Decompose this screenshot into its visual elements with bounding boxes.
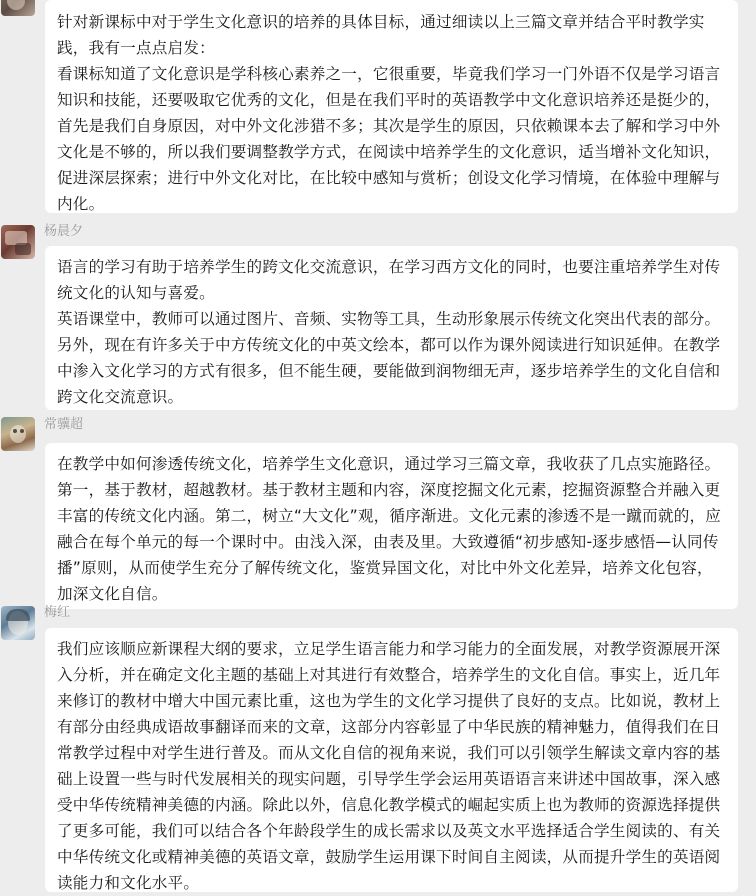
message (0, 415, 756, 603)
message (0, 0, 756, 215)
message-bubble[interactable] (45, 443, 738, 609)
message-text: 语言的学习有助于培养学生的跨文化交流意识，在学习西方文化的同时，也要注重培养学生对传统文化的认知与喜爱。 英语课堂中，教师可以通过图片、音频、实物等工具，生动形象展示传统文化突出代表的部分。另外，现在有许多关于中方传统文化的中英文绘本，都可以作为课外阅读进行知识延伸。在教学中渗入文化学习的方式有很多，但不能生硬，要能做到润物细无声，逐步培养学生的文化自信和跨文化交流意识。 (57, 258, 721, 406)
avatar[interactable] (1, 225, 35, 259)
message-bubble[interactable] (45, 628, 738, 892)
message-text: 我们应该顺应新课程大纲的要求，立足学生语言能力和学习能力的全面发展，对教学资源展开深入分析，并在确定文化主题的基础上对其进行有效整合，培养学生的文化自信。事实上，近几年来修订的教材中增大中国元素比重，这也为学生的文化学习提供了良好的支点。比如说，教材上有部分由经典成语故事翻译而来的文章，这部分内容彰显了中华民族的精神魅力，值得我们在日常教学过程中对学生进行普及。而从文化自信的视角来说，我们可以引领学生解读文章内容的基础上设置一些与时代发展相关的现实问题，引导学生学会运用英语语言来讲述中国故事，深入感受中华传统精神美德的内涵。除此以外，信息化教学模式的崛起实质上也为教师的资源选择提供了更多可能，我们可以结合各个年龄段学生的成长需求以及英文水平选择适合学生阅读的、有关中华传统文化或精神美德的英语文章，鼓励学生运用课下时间自主阅读，从而提升学生的英语阅读能力和文化水平。 (57, 640, 721, 892)
avatar[interactable] (1, 417, 35, 451)
message (0, 603, 756, 894)
message-bubble[interactable] (45, 0, 738, 213)
sender-name: 梅红 (44, 605, 71, 620)
message-text: 在教学中如何渗透传统文化，培养学生文化意识，通过学习三篇文章，我收获了几点实施路径。第一，基于教材，超越教材。基于教材主题和内容，深度挖掘文化元素，挖掘资源整合并融入更丰富的传统文化内涵。第二，树立“大文化”观，循序渐进。文化元素的渗透不是一蹴而就的，应融合在每个单元的每一个课时中。由浅入深，由表及里。大致遵循“初步感知-逐步感悟—认同传播”原则，从而使学生充分了解传统文化，鉴赏异国文化，对比中外文化差异，培养文化包容，加深文化自信。 (57, 455, 722, 603)
message (0, 222, 756, 410)
message-bubble[interactable] (45, 246, 738, 410)
sender-name: 常骥超 (44, 417, 84, 432)
avatar[interactable] (1, 0, 35, 16)
avatar[interactable] (1, 606, 35, 640)
message-text: 针对新课标中对于学生文化意识的培养的具体目标，通过细读以上三篇文章并结合平时教学实践，我有一点点启发： 看课标知道了文化意识是学科核心素养之一，它很重要，毕竟我们学习一门外语不仅是学习语言知识和技能，还要吸取它优秀的文化，但是在我们平时的英语教学中文化意识培养还是挺少的，首先是我们自身原因，对中外文化涉猎不多；其次是学生的原因，只依赖课本去了解和学习中外文化是不够的，所以我们要调整教学方式，在阅读中培养学生的文化意识，适当增补文化知识，促进深层探索；进行中外文化对比，在比较中感知与赏析；创设文化学习情境，在体验中理解与内化。 (57, 13, 721, 213)
sender-name: 杨晨夕 (44, 224, 84, 239)
